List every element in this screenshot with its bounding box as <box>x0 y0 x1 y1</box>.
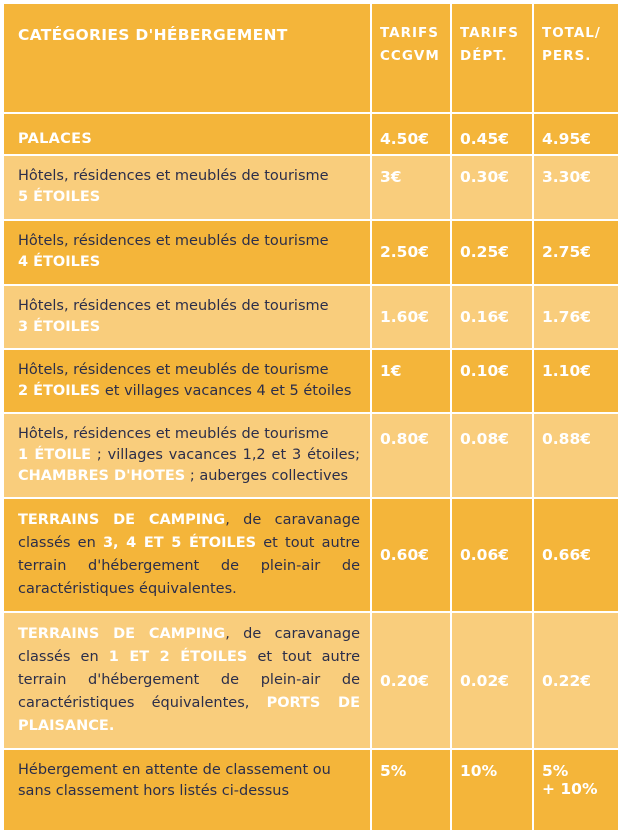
header-tarifs-ccgvm: TARIFS CCGVM <box>372 4 452 114</box>
total-cell: 1.10€ <box>534 350 618 414</box>
header-total-pers: TOTAL/ PERS. <box>534 4 618 114</box>
total-cell: 1.76€ <box>534 286 618 350</box>
dept-cell: 0.30€ <box>452 156 534 221</box>
table-row <box>4 750 618 832</box>
dept-cell: 0.25€ <box>452 221 534 286</box>
table-row <box>4 221 618 286</box>
header-tarifs-dept: TARIFS DÉPT. <box>452 4 534 114</box>
category-cell: Hôtels, résidences et meublés de tourisme 5 ÉTOILES <box>4 156 372 221</box>
category-cell: Hôtels, résidences et meublés de tourisme 1 ÉTOILE ; villages vacances 1,2 et 3 étoiles; CHAMBRES D'HOTES ; auberges collectives <box>4 414 372 499</box>
table-row <box>4 350 618 414</box>
ccgvm-cell: 1€ <box>372 350 452 414</box>
total-cell: 0.88€ <box>534 414 618 499</box>
total-cell: 5% + 10% <box>534 750 618 832</box>
ccgvm-cell: 5% <box>372 750 452 832</box>
dept-cell: 0.08€ <box>452 414 534 499</box>
table-row <box>4 414 618 499</box>
table-row <box>4 114 618 156</box>
category-cell: Hôtels, résidences et meublés de tourisme 2 ÉTOILES et villages vacances 4 et 5 étoiles <box>4 350 372 414</box>
total-cell: 2.75€ <box>534 221 618 286</box>
header-categories: CATÉGORIES D'HÉBERGEMENT <box>4 4 372 114</box>
total-cell: 0.66€ <box>534 499 618 613</box>
ccgvm-cell: 0.60€ <box>372 499 452 613</box>
tariff-table-wrapper <box>4 4 618 832</box>
ccgvm-cell: 0.80€ <box>372 414 452 499</box>
category-cell: Hébergement en attente de classement ou sans classement hors listés ci-dessus <box>4 750 372 832</box>
dept-cell: 0.45€ <box>452 114 534 156</box>
ccgvm-cell: 3€ <box>372 156 452 221</box>
ccgvm-cell: 4.50€ <box>372 114 452 156</box>
ccgvm-cell: 2.50€ <box>372 221 452 286</box>
total-cell: 0.22€ <box>534 613 618 750</box>
total-cell: 4.95€ <box>534 114 618 156</box>
dept-cell: 0.16€ <box>452 286 534 350</box>
table-row <box>4 286 618 350</box>
total-cell: 3.30€ <box>534 156 618 221</box>
tariff-table <box>4 4 618 832</box>
category-cell: PALACES <box>4 114 372 156</box>
dept-cell: 0.10€ <box>452 350 534 414</box>
dept-cell: 0.06€ <box>452 499 534 613</box>
table-row <box>4 613 618 750</box>
ccgvm-cell: 0.20€ <box>372 613 452 750</box>
category-cell: TERRAINS DE CAMPING, de caravanage classés en 1 ET 2 ÉTOILES et tout autre terrain d'hébergement de plein-air de caractéristiques équivalentes, PORTS DE PLAISANCE. <box>4 613 372 750</box>
table-row <box>4 499 618 613</box>
category-cell: Hôtels, résidences et meublés de tourisme 3 ÉTOILES <box>4 286 372 350</box>
dept-cell: 10% <box>452 750 534 832</box>
category-cell: TERRAINS DE CAMPING, de caravanage classés en 3, 4 ET 5 ÉTOILES et tout autre terrain d'hébergement de plein-air de caractéristiques équivalentes. <box>4 499 372 613</box>
dept-cell: 0.02€ <box>452 613 534 750</box>
table-row <box>4 156 618 221</box>
table-header-row <box>4 4 618 114</box>
category-cell: Hôtels, résidences et meublés de tourisme 4 ÉTOILES <box>4 221 372 286</box>
ccgvm-cell: 1.60€ <box>372 286 452 350</box>
